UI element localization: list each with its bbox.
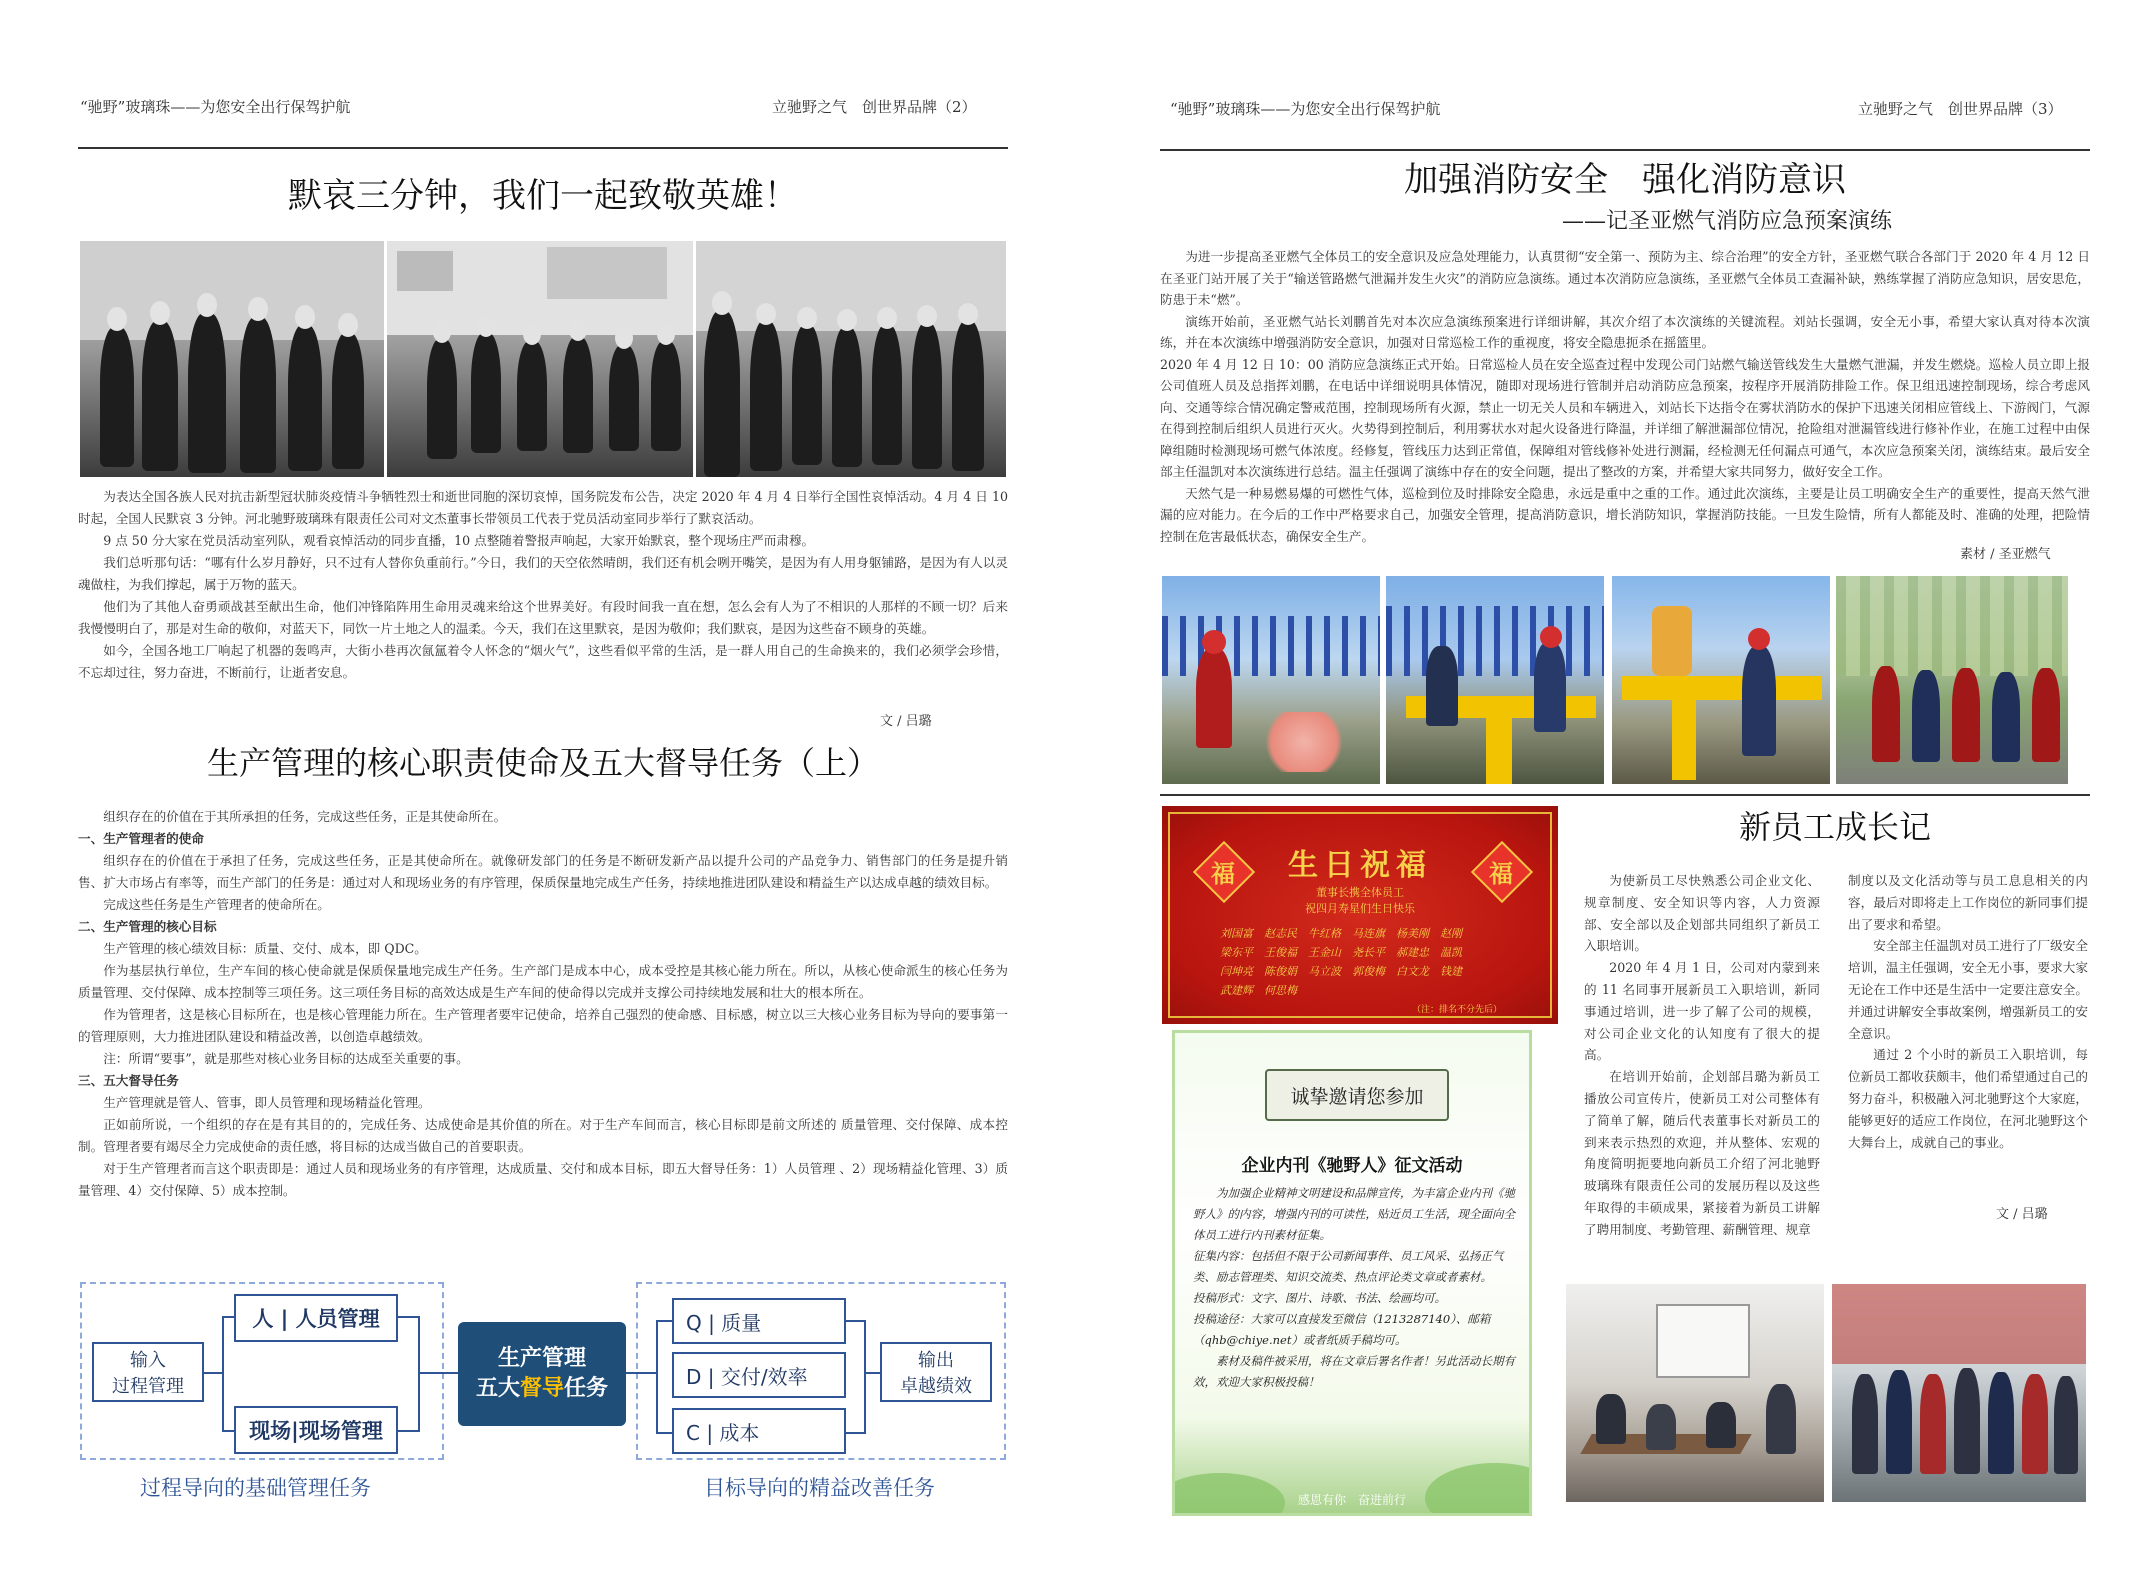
invite-text-3: 投稿形式：文字、图片、诗歌、书法、绘画均可。 (1193, 1291, 1446, 1305)
article3-paragraph: 2020 年 4 月 12 日 10：00 消防应急演练正式开始。日常巡检人员在安全巡查过程中发现公司门站燃气输送管线发生大量燃气泄漏，并发生燃烧。巡检人员立即上报公司值班人员及总指挥刘鹏，在电话中详细说明具体情况，随即对现场进行管制并启动消防应急预案，按程序开展消防排险工作。保卫组迅速控制现场，综合考虑风向、交通等综合情况确定警戒范围，控制现场所有火源，禁止一切无关人员和车辆进入，刘站长下达指令在雾状消防水的保护下迅速关闭相应管线上、下游阀门，气源在得到控制后组织人员进行灭火。火势得到控制后，利用雾状水对起火设备进行降温，并详细了解泄漏部位情况，抢险组对泄漏管线进行修补作业，在施工过程中由保障组随时检测现场可燃气体浓度。经修复，管线压力达到正常值，保障组对管线修补处进行测漏，经检测无任何漏点可通气，本次应急预案关闭，演练结束。最后安全部主任温凯对本次演练进行总结。温主任强调了演练中存在的安全问题，提出了整改的方案，并希望大家共同努力，做好安全工作。 (1160, 356, 2090, 479)
article3-subtitle: ——记圣亚燃气消防应急预案演练 (1562, 209, 1893, 234)
birthday-names-row: 刘国富 赵志民 牛红格 马连旗 杨美刚 赵刚 (1220, 927, 1462, 940)
article2-paragraph: 生产管理就是管人、管事，即人员管理和现场精益化管理。 (103, 1095, 431, 1110)
article1-body (78, 486, 1008, 684)
invite-banner-text: 诚挚邀请您参加 (1290, 1085, 1424, 1108)
diagram-cost-box: C | 成本 (672, 1408, 846, 1454)
fire-drill-photo-2 (1386, 576, 1604, 784)
article2-paragraph: 组织存在的价值在于承担了任务，完成这些任务，正是其使命所在。就像研发部门的任务是不断研发新产品以提升公司的产品竞争力、销售部门的任务是提升销售、扩大市场占有率等，而生产部门的任务是：通过对人和现场业务的有序管理，保质保量地完成生产任务，持续地推进团队建设和精益生产以达成卓越的绩效目标。 (78, 853, 1008, 890)
birthday-card (1162, 806, 1558, 1024)
left-header-page: 立驰野之气 创世界品牌（2） (772, 98, 977, 116)
article2-paragraph: 生产管理的核心绩效目标：质量、交付、成本，即 QDC。 (103, 941, 427, 956)
article1-paragraph: 他们为了其他人奋勇顽战甚至献出生命，他们冲锋陷阵用生命用灵魂来给这个世界美好。有段时间我一直在想，怎么会有人为了不相识的人那样的不顾一切？后来我慢慢明白了，那是对生命的敬仰，对蓝天下，同饮一片土地之人的温柔。今天，我们在这里默哀，是因为敬仰；我们默哀，是因为这些奋不顾身的英雄。 (78, 599, 1008, 636)
diagram-center-box (458, 1322, 626, 1426)
diagram-center-line1: 生产管理 (497, 1346, 586, 1371)
invite-text-2: 征集内容：包括但不限于公司新闻事件、员工风采、弘扬正气类、励志管理类、知识交流类、热点评论类文章或者素材。 (1193, 1249, 1504, 1284)
article4-paragraph: 2020 年 4 月 1 日，公司对内蒙到来的 11 名同事开展新员工入职培训，新同事通过培训，进一步了解了公司的规模，对公司企业文化的认知度有了很大的提高。 (1584, 960, 1820, 1063)
article1-title: 默哀三分钟，我们一起致敬英雄！ (288, 176, 798, 216)
article2-paragraph: 对于生产管理者而言这个职责即是：通过人员和现场业务的有序管理，达成质量、交付和成本目标，即五大督导任务：1）人员管理 、2）现场精益化管理、3）质量管理、4）交付保障、5）成本控制。 (78, 1161, 1008, 1198)
article2-paragraph: 正如前所说，一个组织的存在是有其目的的，完成任务、达成使命是其价值的所在。对于生产车间而言，核心目标即是前文所述的 质量管理、交付保障、成本控制。管理者要有竭尽全力完成使命的责任感，将目标的达成当做自己的首要职责。 (78, 1117, 1008, 1154)
birthday-subtitle2: 祝四月寿星们生日快乐 (1305, 902, 1415, 915)
article2-title: 生产管理的核心职责使命及五大督导任务（上） (206, 744, 879, 782)
article2-paragraph: 完成这些任务是生产管理者的使命所在。 (103, 897, 330, 912)
fu-left-label: 福 (1211, 859, 1235, 888)
birthday-names (1220, 924, 1510, 1000)
birthday-names-row: 武建辉 何思梅 (1220, 984, 1297, 997)
article2-paragraph: 注：所谓“要事”，就是那些对核心业务目标的达成至关重要的事。 (103, 1051, 469, 1066)
article2-paragraph: 组织存在的价值在于其所承担的任务，完成这些任务，正是其使命所在。 (103, 809, 507, 824)
article4-byline: 文 / 吕璐 (1996, 1207, 2048, 1222)
right-mid-rule (1160, 794, 2090, 796)
diagram-caption-left: 过程导向的基础管理任务 (140, 1476, 371, 1500)
left-header-slogan: “驰野”玻璃珠——为您安全出行保驾护航 (80, 98, 351, 116)
article1-paragraph: 如今，全国各地工厂响起了机器的轰鸣声，大街小巷再次氤氲着令人怀念的“烟火气”，这些看似平常的生活，是一群人用自己的生命换来的，我们必须学会珍惜，不忘却过往，努力奋进，不断前行，让逝者安息。 (78, 643, 1008, 680)
fire-drill-photo-3 (1612, 576, 1830, 784)
left-header-rule (78, 147, 1008, 149)
diagram-caption-right: 目标导向的精益改善任务 (704, 1476, 935, 1500)
invite-footer: 感恩有你 奋进前行 (1297, 1493, 1406, 1507)
diagram-quality-box: Q | 质量 (672, 1298, 846, 1344)
diagram-site-box: 现场|现场管理 (234, 1406, 398, 1454)
article2-heading: 二、生产管理的核心目标 (78, 919, 217, 934)
memorial-photo-2 (387, 241, 693, 477)
invite-title: 企业内刊《驰野人》征文活动 (1241, 1156, 1463, 1176)
article4-title: 新员工成长记 (1738, 808, 1931, 846)
diagram-output-line1: 输出 (918, 1350, 954, 1371)
diagram-people-box: 人 | 人员管理 (234, 1294, 398, 1342)
diagram-delivery-box: D | 交付/效率 (672, 1352, 846, 1398)
article4-paragraph: 制度以及文化活动等与员工息息相关的内容，最后对即将走上工作岗位的新同事们提出了要求和希望。 (1848, 873, 2088, 932)
memorial-photo-1 (80, 241, 384, 477)
article1-paragraph: 为表达全国各族人民对抗击新型冠状肺炎疫情斗争牺牲烈士和逝世同胞的深切哀悼，国务院发布公告，决定 2020 年 4 月 4 日举行全国性哀悼活动。4 月 4 日 10 时起，全国人民默哀 3 分钟。河北驰野玻璃珠有限责任公司对文杰董事长带领员工代表于党员活动室同步举行了默哀活动。 (78, 489, 1008, 526)
birthday-title: 生日祝福 (1288, 848, 1432, 883)
training-photo-1 (1566, 1284, 1824, 1502)
diagram-output-line2: 卓越绩效 (900, 1376, 972, 1397)
article3-byline: 素材 / 圣亚燃气 (1960, 547, 2051, 562)
article1-paragraph: 9 点 50 分大家在党员活动室列队，观看哀悼活动的同步直播，10 点整随着警报声响起，大家开始默哀，整个现场庄严而肃穆。 (103, 533, 815, 548)
birthday-names-row: 闫坤亮 陈俊娟 马立波 郭俊梅 白文龙 钱建 (1220, 965, 1462, 978)
birthday-note: （注：排名不分先后） (1412, 1005, 1503, 1015)
article4-paragraph: 在培训开始前，企划部吕璐为新员工播放公司宣传片，使新员工对公司整体有了简单了解，随后代表董事长对新员工的到来表示热烈的欢迎，并从整体、宏观的角度简明扼要地向新员工介绍了河北驰野玻璃珠有限责任公司的发展历程以及这些年取得的丰硕成果，紧接着为新员工讲解了聘用制度、考勤管理、薪酬管理、规章 (1584, 1069, 1820, 1237)
diagram-center-line2: 五大督导任务 (475, 1376, 609, 1401)
article1-byline: 文 / 吕璐 (880, 714, 932, 729)
article3-title: 加强消防安全 强化消防意识 (1404, 160, 1846, 200)
article4-col1 (1584, 870, 1820, 1241)
invite-banner (1265, 1069, 1449, 1121)
right-header-rule (1160, 149, 2090, 151)
invite-text-1: 为加强企业精神文明建设和品牌宣传，为丰富企业内刊《驰野人》的内容，增强内刊的可读性，贴近员工生活，现全面向全体员工进行内刊素材征集。 (1193, 1186, 1515, 1242)
article1-paragraph: 我们总听那句话：“哪有什么岁月静好，只不过有人替你负重前行。”今日，我们的天空依然晴朗，我们还有机会咧开嘴笑，是因为有人用身躯铺路，是因为有人以灵魂做柱，为我们撑起，属于万物的蓝天。 (78, 555, 1008, 592)
birthday-names-row: 梁东平 王俊福 王金山 尧长平 郝建忠 温凯 (1220, 946, 1462, 959)
diagram-output-box (880, 1342, 992, 1402)
article4-paragraph: 通过 2 个小时的新员工入职培训，每位新员工都收获颇丰，他们希望通过自己的努力奋斗，积极融入河北驰野这个大家庭，能够更好的适应工作岗位，在河北驰野这个大舞台上，成就自己的事业。 (1848, 1047, 2088, 1150)
training-photo-2 (1832, 1284, 2086, 1502)
article2-paragraph: 作为基层执行单位，生产车间的核心使命就是保质保量地完成生产任务。生产部门是成本中心，成本受控是其核心能力所在。所以，从核心使命派生的核心任务为质量管理、交付保障、成本控制等三项任务。这三项任务目标的高效达成是生产车间的使命得以完成并支撑公司持续地发展和壮大的根本所在。 (78, 963, 1008, 1000)
invite-text-4: 投稿途径：大家可以直接发至微信（1213287140）、邮箱（qhb@chiye.net）或者纸质手稿均可。 (1193, 1312, 1491, 1347)
diagram-input-box (92, 1342, 204, 1402)
fu-right-label: 福 (1489, 859, 1513, 888)
article4-paragraph: 为使新员工尽快熟悉公司企业文化、规章制度、安全知识等内容，人力资源部、安全部以及企划部共同组织了新员工入职培训。 (1584, 873, 1820, 954)
article4-col2 (1848, 870, 2088, 1153)
article2-body (78, 806, 1008, 1202)
article3-body (1160, 246, 2090, 547)
invitation-poster (1172, 1030, 1532, 1516)
article3-paragraph: 为进一步提高圣亚燃气全体员工的安全意识及应急处理能力，认真贯彻“安全第一、预防为主、综合治理”的安全方针，圣亚燃气联合各部门于 2020 年 4 月 12 日在圣亚门站开展了关于“输送管路燃气泄漏并发生火灾”的消防应急演练。通过本次消防应急演练，圣亚燃气全体员工查漏补缺，熟练掌握了消防应急知识，居安思危，防患于未“燃”。 (1160, 249, 2090, 307)
article3-paragraph: 演练开始前，圣亚燃气站长刘鹏首先对本次应急演练预案进行详细讲解，其次介绍了本次演练的关键流程。刘站长强调，安全无小事，希望大家认真对待本次演练，并在本次演练中增强消防安全意识，加强对日常巡检工作的重视度，将安全隐患扼杀在摇篮里。 (1160, 313, 2090, 350)
birthday-subtitle1: 董事长携全体员工 (1316, 886, 1404, 899)
fire-drill-photo-1 (1162, 576, 1380, 784)
memorial-photo-3 (696, 241, 1006, 477)
invite-text-5: 素材及稿件被采用，将在文章后署名作者！另此活动长期有效，欢迎大家积极投稿！ (1193, 1354, 1515, 1389)
diagram-input-line2: 过程管理 (112, 1376, 184, 1397)
article2-heading: 三、五大督导任务 (78, 1073, 179, 1088)
right-header-slogan: “驰野”玻璃珠——为您安全出行保驾护航 (1170, 100, 1441, 118)
fire-drill-photo-4 (1836, 576, 2068, 784)
article4-paragraph: 安全部主任温凯对员工进行了厂级安全培训，温主任强调，安全无小事，要求大家无论在工作中还是生活中一定要注意安全。并通过讲解安全事故案例，增强新员工的安全意识。 (1848, 938, 2088, 1041)
right-header-page: 立驰野之气 创世界品牌（3） (1858, 100, 2063, 118)
invite-text (1193, 1183, 1517, 1393)
diagram-input-line1: 输入 (130, 1350, 166, 1371)
article2-paragraph: 作为管理者，这是核心目标所在，也是核心管理能力所在。生产管理者要牢记使命，培养自己强烈的使命感、目标感，树立以三大核心业务目标为导向的要事第一的管理原则，大力推进团队建设和精益改善，以创造卓越绩效。 (78, 1007, 1008, 1044)
article2-heading: 一、生产管理者的使命 (78, 831, 204, 846)
article3-paragraph: 天然气是一种易燃易爆的可燃性气体，巡检到位及时排除安全隐患，永远是重中之重的工作。通过此次演练，主要是让员工明确安全生产的重要性，提高天然气泄漏的应对能力。在今后的工作中严格要求自己，加强安全管理，提高消防意识，增长消防知识，掌握消防技能。一旦发生险情，所有人都能及时、准确的处理，把险情控制在危害最低状态，确保安全生产。 (1160, 485, 2090, 544)
